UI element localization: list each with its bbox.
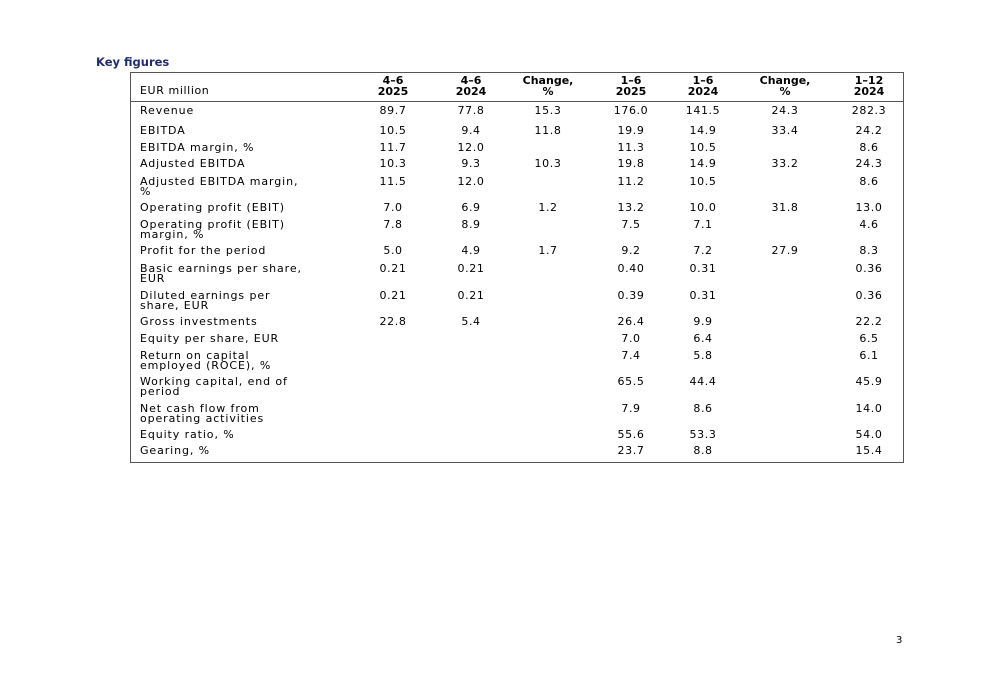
table-cell: 0.21: [457, 262, 485, 275]
row-label: Equity per share, EUR: [140, 332, 280, 345]
table-cell: 4.6: [859, 218, 879, 231]
table-cell: 19.8: [617, 157, 645, 170]
table-cell: 5.4: [461, 315, 481, 328]
table-cell: 8.8: [693, 444, 713, 457]
table-cell: 33.2: [771, 157, 799, 170]
table-cell: 10.5: [689, 141, 717, 154]
row-label: Equity ratio, %: [140, 428, 235, 441]
table-cell: 0.36: [855, 289, 883, 302]
table-cell: 31.8: [771, 201, 799, 214]
table-cell: 7.9: [621, 402, 641, 415]
table-cell: 14.0: [855, 402, 883, 415]
table-cell: 0.21: [457, 289, 485, 302]
row-label: Adjusted EBITDA margin, %: [140, 175, 299, 198]
table-cell: 11.3: [617, 141, 645, 154]
row-label: Gross investments: [140, 315, 258, 328]
table-cell: 54.0: [855, 428, 883, 441]
row-label: Operating profit (EBIT): [140, 201, 285, 214]
row-label: EBITDA margin, %: [140, 141, 255, 154]
table-cell: 12.0: [457, 175, 485, 188]
table-cell: 11.5: [379, 175, 407, 188]
table-cell: 22.2: [855, 315, 883, 328]
table-cell: 0.39: [617, 289, 645, 302]
table-cell: 27.9: [771, 244, 799, 257]
table-cell: 176.0: [613, 104, 649, 117]
table-cell: 53.3: [689, 428, 717, 441]
table-cell: 44.4: [689, 375, 717, 388]
table-cell: 4.9: [461, 244, 481, 257]
table-cell: 11.2: [617, 175, 645, 188]
table-cell: 15.3: [534, 104, 562, 117]
table-cell: 8.6: [859, 175, 879, 188]
table-cell: 6.9: [461, 201, 481, 214]
row-label: Basic earnings per share, EUR: [140, 262, 302, 285]
column-header: 4–6 2025: [377, 74, 409, 98]
table-cell: 10.5: [689, 175, 717, 188]
table-cell: 10.3: [534, 157, 562, 170]
table-cell: 12.0: [457, 141, 485, 154]
table-cell: 6.4: [693, 332, 713, 345]
table-cell: 22.8: [379, 315, 407, 328]
table-cell: 0.31: [689, 262, 717, 275]
table-cell: 33.4: [771, 124, 799, 137]
table-cell: 0.31: [689, 289, 717, 302]
row-label: Net cash flow from operating activities: [140, 402, 265, 425]
row-label: EBITDA: [140, 124, 186, 137]
page-title: Key figures: [96, 55, 170, 69]
table-cell: 77.8: [457, 104, 485, 117]
column-header: 1–12 2024: [853, 74, 885, 98]
row-label: Adjusted EBITDA: [140, 157, 246, 170]
table-cell: 6.1: [859, 349, 879, 362]
page-number: 3: [896, 635, 903, 646]
table-cell: 9.9: [693, 315, 713, 328]
table-cell: 19.9: [617, 124, 645, 137]
table-cell: 10.3: [379, 157, 407, 170]
table-cell: 1.2: [538, 201, 558, 214]
table-cell: 45.9: [855, 375, 883, 388]
table-cell: 8.6: [859, 141, 879, 154]
table-cell: 6.5: [859, 332, 879, 345]
table-cell: 0.40: [617, 262, 645, 275]
column-header: Change, %: [522, 74, 574, 98]
column-header: 4–6 2024: [455, 74, 487, 98]
table-cell: 65.5: [617, 375, 645, 388]
table-cell: 282.3: [851, 104, 887, 117]
table-cell: 7.8: [383, 218, 403, 231]
row-label: Diluted earnings per share, EUR: [140, 289, 271, 312]
table-cell: 55.6: [617, 428, 645, 441]
table-cell: 0.21: [379, 289, 407, 302]
table-cell: 7.2: [693, 244, 713, 257]
table-cell: 13.2: [617, 201, 645, 214]
table-cell: 7.0: [383, 201, 403, 214]
table-cell: 0.36: [855, 262, 883, 275]
table-cell: 11.8: [534, 124, 562, 137]
table-cell: 26.4: [617, 315, 645, 328]
table-cell: 8.6: [693, 402, 713, 415]
table-header: [131, 73, 903, 102]
table-cell: 7.5: [621, 218, 641, 231]
table-cell: 13.0: [855, 201, 883, 214]
table-cell: 7.0: [621, 332, 641, 345]
table-cell: 7.1: [693, 218, 713, 231]
column-header: 1–6 2024: [687, 74, 719, 98]
table-cell: 10.5: [379, 124, 407, 137]
table-cell: 5.0: [383, 244, 403, 257]
table-cell: 0.21: [379, 262, 407, 275]
column-header: 1–6 2025: [615, 74, 647, 98]
table-cell: 24.3: [855, 157, 883, 170]
table-cell: 24.3: [771, 104, 799, 117]
row-label: Working capital, end of period: [140, 375, 288, 398]
table-cell: 8.9: [461, 218, 481, 231]
row-label: Revenue: [140, 104, 195, 117]
row-label: Operating profit (EBIT) margin, %: [140, 218, 285, 241]
key-figures-table: [130, 72, 904, 463]
table-cell: 14.9: [689, 124, 717, 137]
column-header: Change, %: [759, 74, 811, 98]
table-cell: 89.7: [379, 104, 407, 117]
unit-label: EUR million: [140, 84, 210, 97]
table-cell: 8.3: [859, 244, 879, 257]
table-cell: 9.4: [461, 124, 481, 137]
table-cell: 24.2: [855, 124, 883, 137]
table-cell: 14.9: [689, 157, 717, 170]
table-cell: 23.7: [617, 444, 645, 457]
table-cell: 1.7: [538, 244, 558, 257]
table-cell: 9.2: [621, 244, 641, 257]
table-cell: 10.0: [689, 201, 717, 214]
table-cell: 15.4: [855, 444, 883, 457]
table-cell: 7.4: [621, 349, 641, 362]
table-cell: 141.5: [685, 104, 721, 117]
row-label: Return on capital employed (ROCE), %: [140, 349, 272, 372]
row-label: Gearing, %: [140, 444, 211, 457]
row-label: Profit for the period: [140, 244, 267, 257]
table-cell: 9.3: [461, 157, 481, 170]
table-cell: 5.8: [693, 349, 713, 362]
table-cell: 11.7: [379, 141, 407, 154]
